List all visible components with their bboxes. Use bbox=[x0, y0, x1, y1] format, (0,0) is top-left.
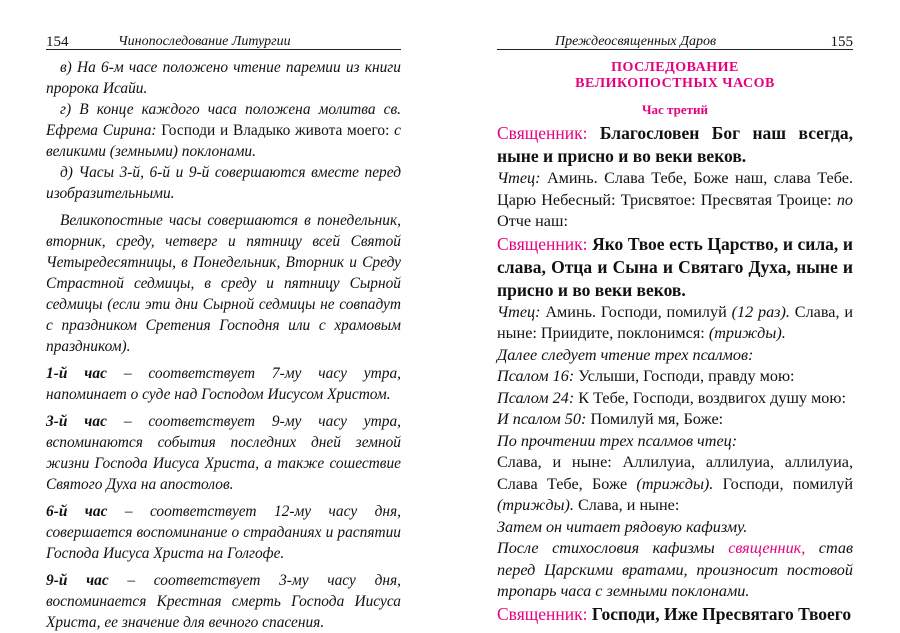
running-title: Преждеосвященных Даров bbox=[555, 34, 717, 49]
psalm-label: Псалом 24: bbox=[497, 388, 575, 407]
section-title bbox=[497, 60, 853, 92]
reader-label: Чтец: bbox=[497, 302, 541, 321]
text: После стихословия кафизмы bbox=[497, 539, 729, 557]
psalm-label: И псалом 50: bbox=[497, 410, 587, 428]
paragraph bbox=[46, 363, 401, 405]
text: (трижды). bbox=[627, 474, 714, 493]
text: став перед Царскими вратами, произносит постовой тропарь часа с земными поклонами. bbox=[497, 539, 853, 600]
paragraph bbox=[497, 345, 853, 367]
paragraph bbox=[497, 366, 853, 388]
text: Далее следует чтение трех псалмов: bbox=[497, 345, 754, 364]
section-subtitle: Час третий bbox=[642, 102, 708, 117]
priest-label: Священник: bbox=[497, 603, 588, 624]
text: (трижды). bbox=[704, 324, 786, 342]
paragraph bbox=[497, 122, 853, 168]
paragraph bbox=[497, 538, 853, 603]
text: с великими (земными) поклонами. bbox=[46, 122, 401, 160]
reader-label: Чтец: bbox=[497, 169, 541, 187]
paragraph bbox=[46, 99, 401, 162]
paragraph bbox=[497, 233, 853, 302]
paragraph bbox=[497, 302, 853, 345]
right-page-body bbox=[497, 122, 853, 626]
text: д) Часы 3-й, 6-й и 9-й совершаются вместе перед изобразительными. bbox=[46, 164, 401, 202]
section-title-line: ПОСЛЕДОВАНИЕ bbox=[611, 60, 739, 75]
paragraph bbox=[497, 168, 853, 233]
paragraph bbox=[46, 57, 401, 99]
hour-label: 9-й час bbox=[46, 572, 109, 589]
section-title-line: ВЕЛИКОПОСТНЫХ ЧАСОВ bbox=[575, 76, 775, 91]
priest-label: Священник: bbox=[497, 233, 588, 254]
paragraph bbox=[46, 162, 401, 204]
right-page bbox=[450, 0, 900, 624]
left-page-header bbox=[46, 0, 401, 50]
paragraph bbox=[46, 570, 401, 633]
text: Господи и Владыко живота моего: bbox=[156, 122, 390, 139]
text: (трижды). bbox=[497, 496, 574, 514]
paragraph bbox=[497, 409, 853, 431]
paragraph bbox=[46, 411, 401, 495]
text: Помилуй мя, Боже: bbox=[586, 410, 724, 428]
paragraph bbox=[497, 452, 853, 517]
text: Благословен Бог наш всегда, ныне и присно и во веки веков. bbox=[497, 123, 853, 166]
text: (12 раз). bbox=[726, 302, 790, 321]
text: Яко Твое есть Царство, и сила, и слава, Отца и Сына и Святаго Духа, ныне и присно и во веки веков. bbox=[497, 233, 853, 300]
paragraph bbox=[497, 431, 853, 453]
text: По прочтении трех псалмов чтец: bbox=[497, 431, 738, 450]
text: Слава, и ныне: Приидите, поклонимся: bbox=[497, 302, 853, 342]
text: – соответствует 7-му часу утра, напоминает о суде над Господом Иисусом Христом. bbox=[46, 365, 401, 403]
text: Господи, Иже Пресвятаго Твоего bbox=[587, 603, 852, 624]
hour-label: 1-й час bbox=[46, 365, 107, 382]
text: К Тебе, Господи, воздвигох душу мою: bbox=[574, 388, 846, 407]
text: Слава, и ныне: bbox=[573, 496, 680, 514]
running-title: Чинопоследование Литургии bbox=[118, 34, 291, 49]
text: Аминь. Господи, помилуй bbox=[540, 302, 727, 321]
paragraph bbox=[497, 517, 853, 539]
text: – соответствует 3-му часу дня, воспоминается Крестная смерть Господа Иисуса Христа, ее значение для вечного спасения. bbox=[46, 572, 401, 631]
left-page bbox=[0, 0, 450, 631]
psalm-label: Псалом 16: bbox=[497, 367, 575, 385]
paragraph bbox=[497, 603, 853, 626]
text: Затем он читает рядовую кафизму. bbox=[497, 517, 748, 536]
page-number: 155 bbox=[830, 34, 853, 50]
text: Слава, и ныне: Аллилуиа, аллилуиа, аллилуиа, Слава Тебе, Боже bbox=[497, 453, 853, 493]
paragraph bbox=[46, 501, 401, 564]
text: – соответствует 9-му часу утра, вспоминаются события последних дней земной жизни Господа Иисуса Христа, а также сошествие Святого Духа на апостолов. bbox=[46, 413, 401, 493]
hour-label: 6-й час bbox=[46, 503, 108, 520]
left-page-body bbox=[46, 57, 401, 633]
text: – соответствует 12-му часу дня, совершается воспоминание о страданиях и распятии Господа Иисуса Христа на Голгофе. bbox=[46, 503, 401, 562]
paragraph bbox=[497, 388, 853, 410]
text: Отче наш: bbox=[497, 212, 568, 230]
right-page-header bbox=[497, 0, 853, 50]
text: в) На 6-м часе положено чтение паремии из книги пророка Исайи. bbox=[46, 59, 401, 97]
priest-label: Священник: bbox=[497, 123, 588, 143]
text: Аминь. Слава Тебе, Боже наш, слава Тебе. Царю Небесный: Трисвятое: Пресвятая Троице: bbox=[497, 169, 853, 209]
paragraph bbox=[46, 210, 401, 357]
page-number: 154 bbox=[46, 34, 69, 50]
text: Господи, помилуй bbox=[713, 474, 853, 493]
text: по bbox=[831, 190, 854, 209]
text: г) В конце каждого часа положена молитва св. Ефрема Сирина: bbox=[46, 101, 401, 139]
text: Услыши, Господи, правду мою: bbox=[574, 367, 795, 385]
hour-label: 3-й час bbox=[46, 413, 107, 430]
priest-word: священник, bbox=[728, 539, 806, 557]
text: Великопостные часы совершаются в понедельник, вторник, среду, четверг и пятницу всей Святой Четыредесятницы, в Понедельник, Вторник и Среду Страстной седмицы, в среду и пятницу Сырной седмицы (если эти дни Сырной седмицы не совпадут с праздником Сретения Господня или с храмовым праздником). bbox=[46, 212, 401, 355]
